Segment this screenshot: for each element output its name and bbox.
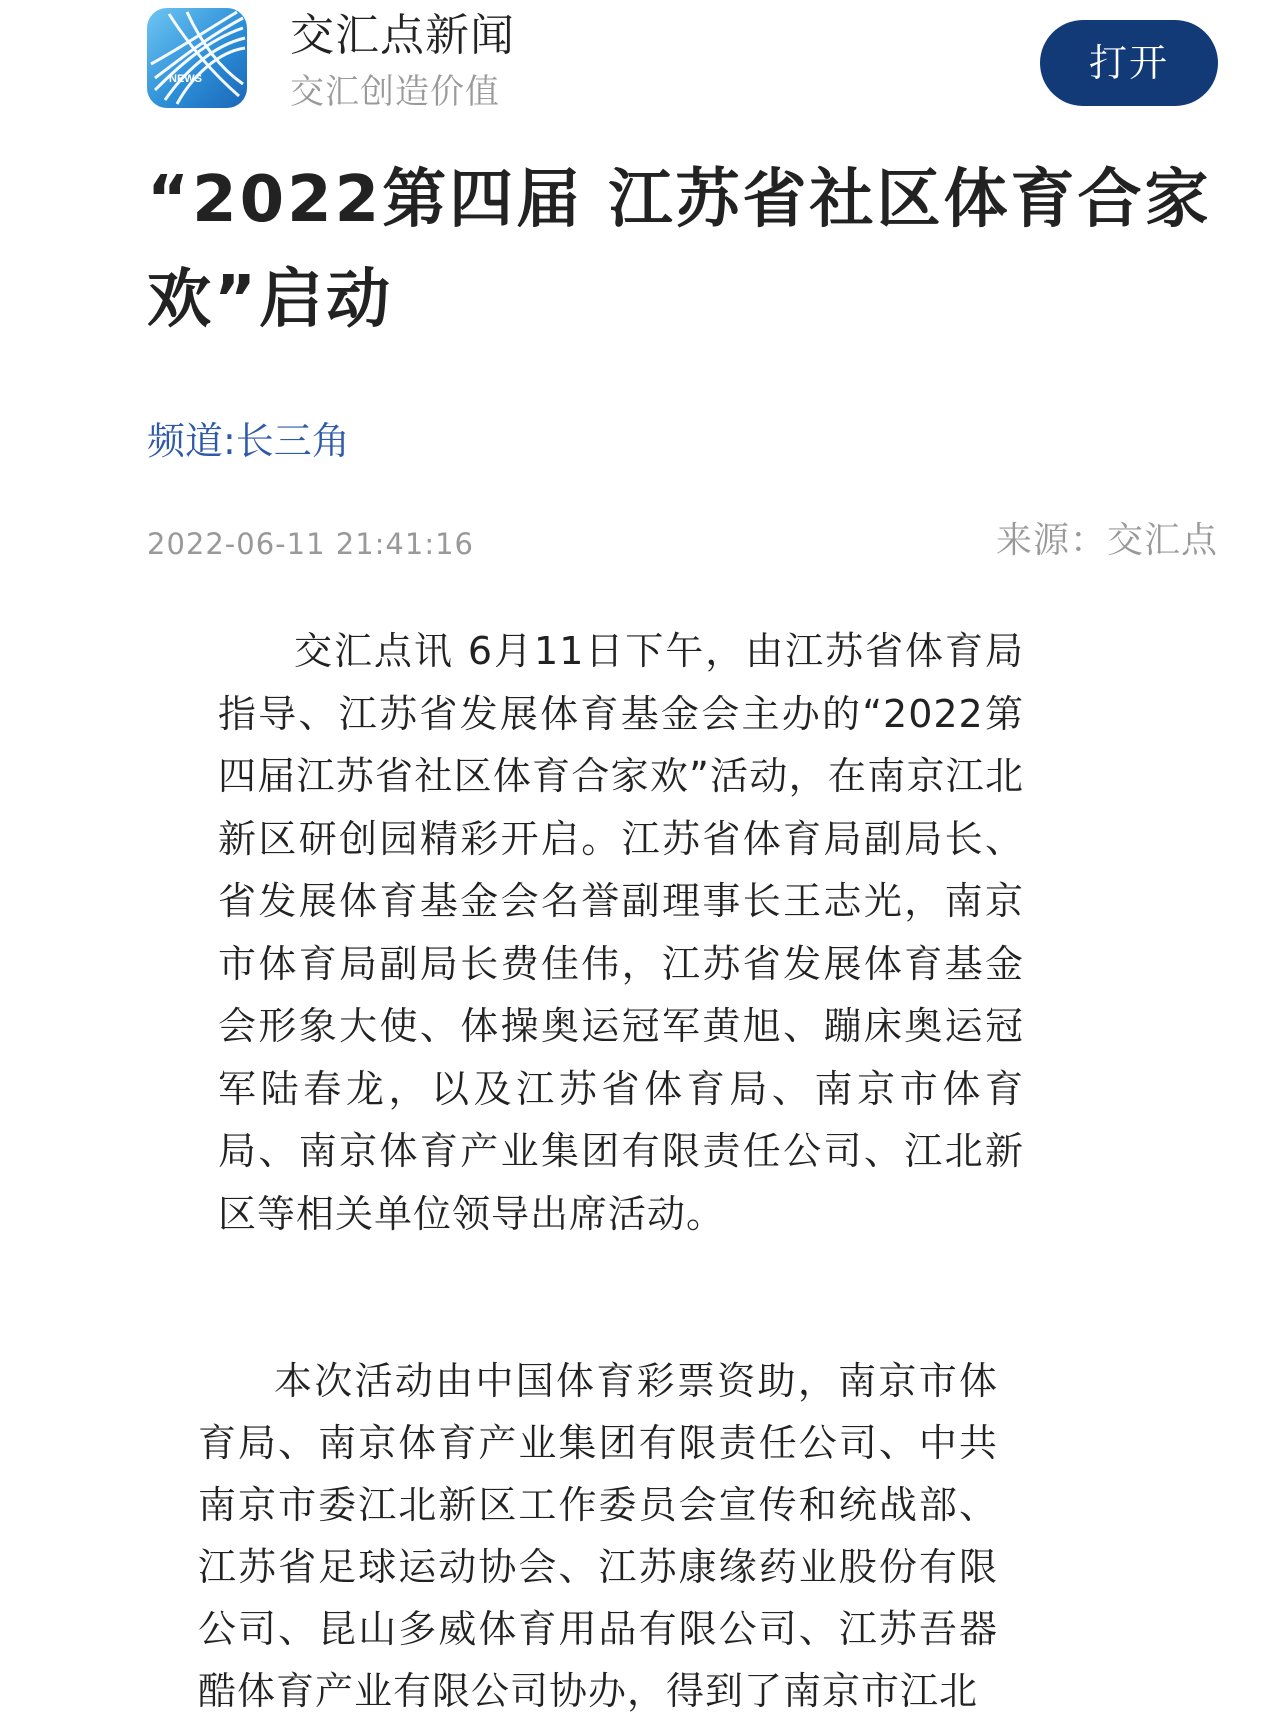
app-slogan: 交汇创造价值 [290, 72, 500, 112]
channel-link[interactable]: 频道:长三角 [147, 419, 350, 463]
app-logo-icon[interactable] [147, 8, 247, 108]
open-app-button[interactable]: 打开 [1040, 20, 1218, 106]
article-source: 来源：交汇点 [995, 520, 1218, 561]
article-title: “2022第四届 江苏省社区体育合家欢”启动 [147, 163, 1212, 337]
logo-news-text: NEWS [169, 73, 202, 85]
article-paragraph: 交汇点讯 6月11日下午，由江苏省体育局指导、江苏省发展体育基金会主办的“2022第四届江苏省社区体育合家欢”活动，在南京江北新区研创园精彩开启。江苏省体育局副局长、省发展体育基金会名誉副理事长王志光，南京市体育局副局长费佳伟，江苏省发展体育基金会形象大使、体操奥运冠军黄旭、蹦床奥运冠军陆春龙，以及江苏省体育局、南京市体育局、南京体育产业集团有限责任公司、江北新区等相关单位领导出席活动。 [218, 629, 1024, 1236]
app-logo-graphic [147, 8, 247, 108]
publish-time: 2022-06-11 21:41:16 [147, 527, 474, 561]
app-name: 交汇点新闻 [290, 10, 515, 61]
app-download-banner [0, 0, 1280, 130]
article-paragraph: 本次活动由中国体育彩票资助，南京市体育局、南京体育产业集团有限责任公司、中共南京市委江北新区工作委员会宣传和统战部、江苏省足球运动协会、江苏康缘药业股份有限公司、昆山多威体育用品有限公司、江苏吾器酷体育产业有限公司协办，得到了南京市江北 [198, 1359, 998, 1713]
